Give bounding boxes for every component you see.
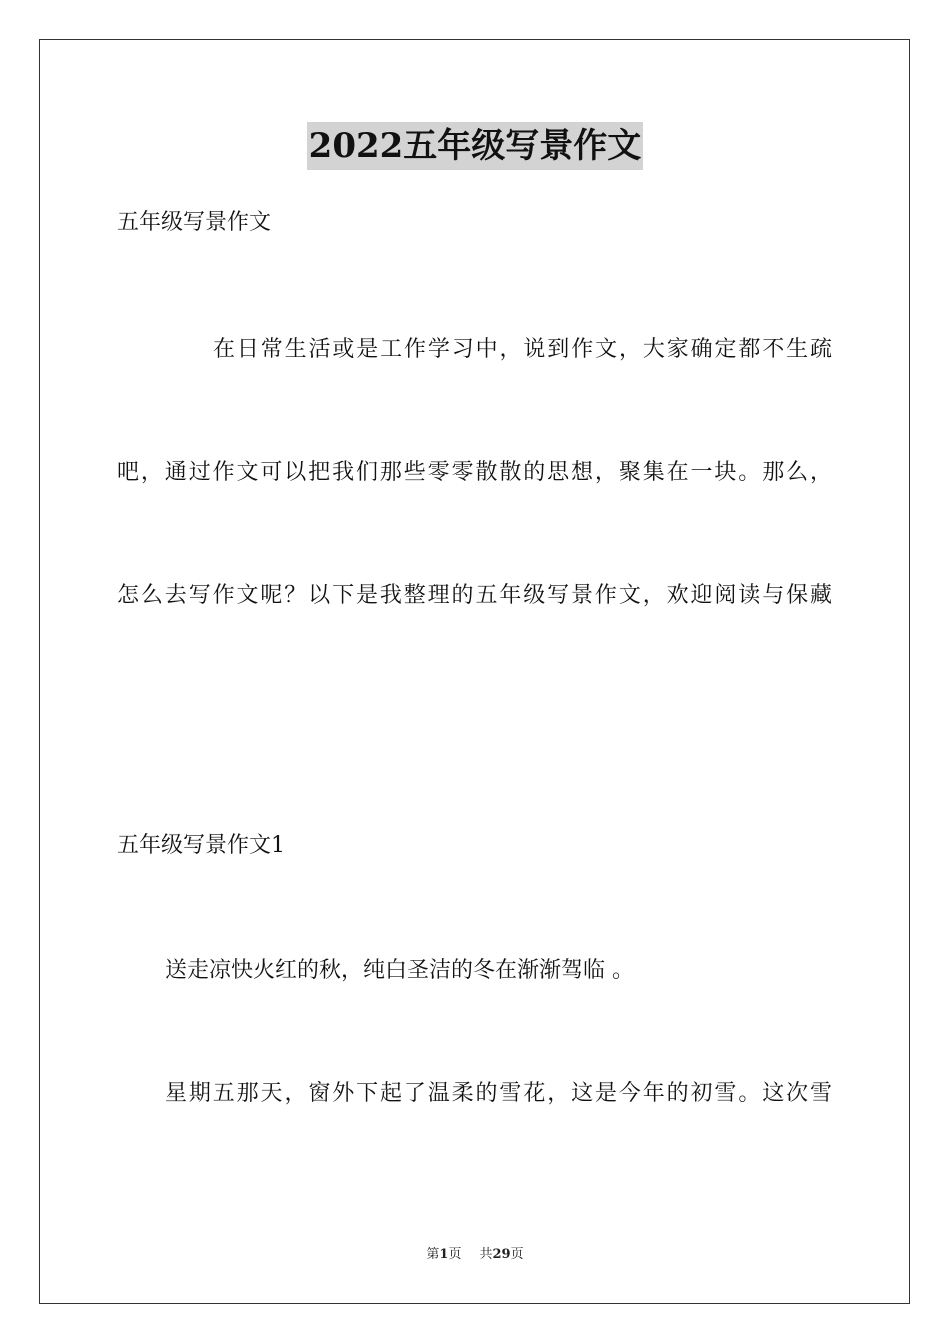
intro-line-3: 怎么去写作文呢？以下是我整理的五年级写景作文，欢迎阅读与保藏	[117, 583, 832, 608]
total-prefix: 共	[479, 1247, 493, 1262]
page-total: 29	[492, 1247, 511, 1262]
document-subtitle: 五年级写景作文	[117, 210, 272, 235]
page-footer	[0, 1246, 950, 1264]
page-current: 1	[439, 1247, 449, 1262]
section-heading: 五年级写景作文1	[117, 833, 285, 858]
title-wrap	[0, 122, 950, 170]
page-suffix: 页	[448, 1247, 462, 1262]
section-line-2: 星期五那天，窗外下起了温柔的雪花，这是今年的初雪。这次雪	[165, 1081, 832, 1106]
total-suffix: 页	[510, 1247, 524, 1262]
document-title: 2022五年级写景作文	[307, 122, 644, 170]
page-prefix: 第	[426, 1247, 440, 1262]
section-line-1: 送走凉快火红的秋，纯白圣洁的冬在渐渐驾临 。	[165, 958, 634, 983]
intro-line-2: 吧，通过作文可以把我们那些零零散散的思想，聚集在一块。那么，	[117, 460, 832, 485]
intro-line-1: 在日常生活或是工作学习中，说到作文，大家确定都不生疏	[213, 337, 832, 362]
